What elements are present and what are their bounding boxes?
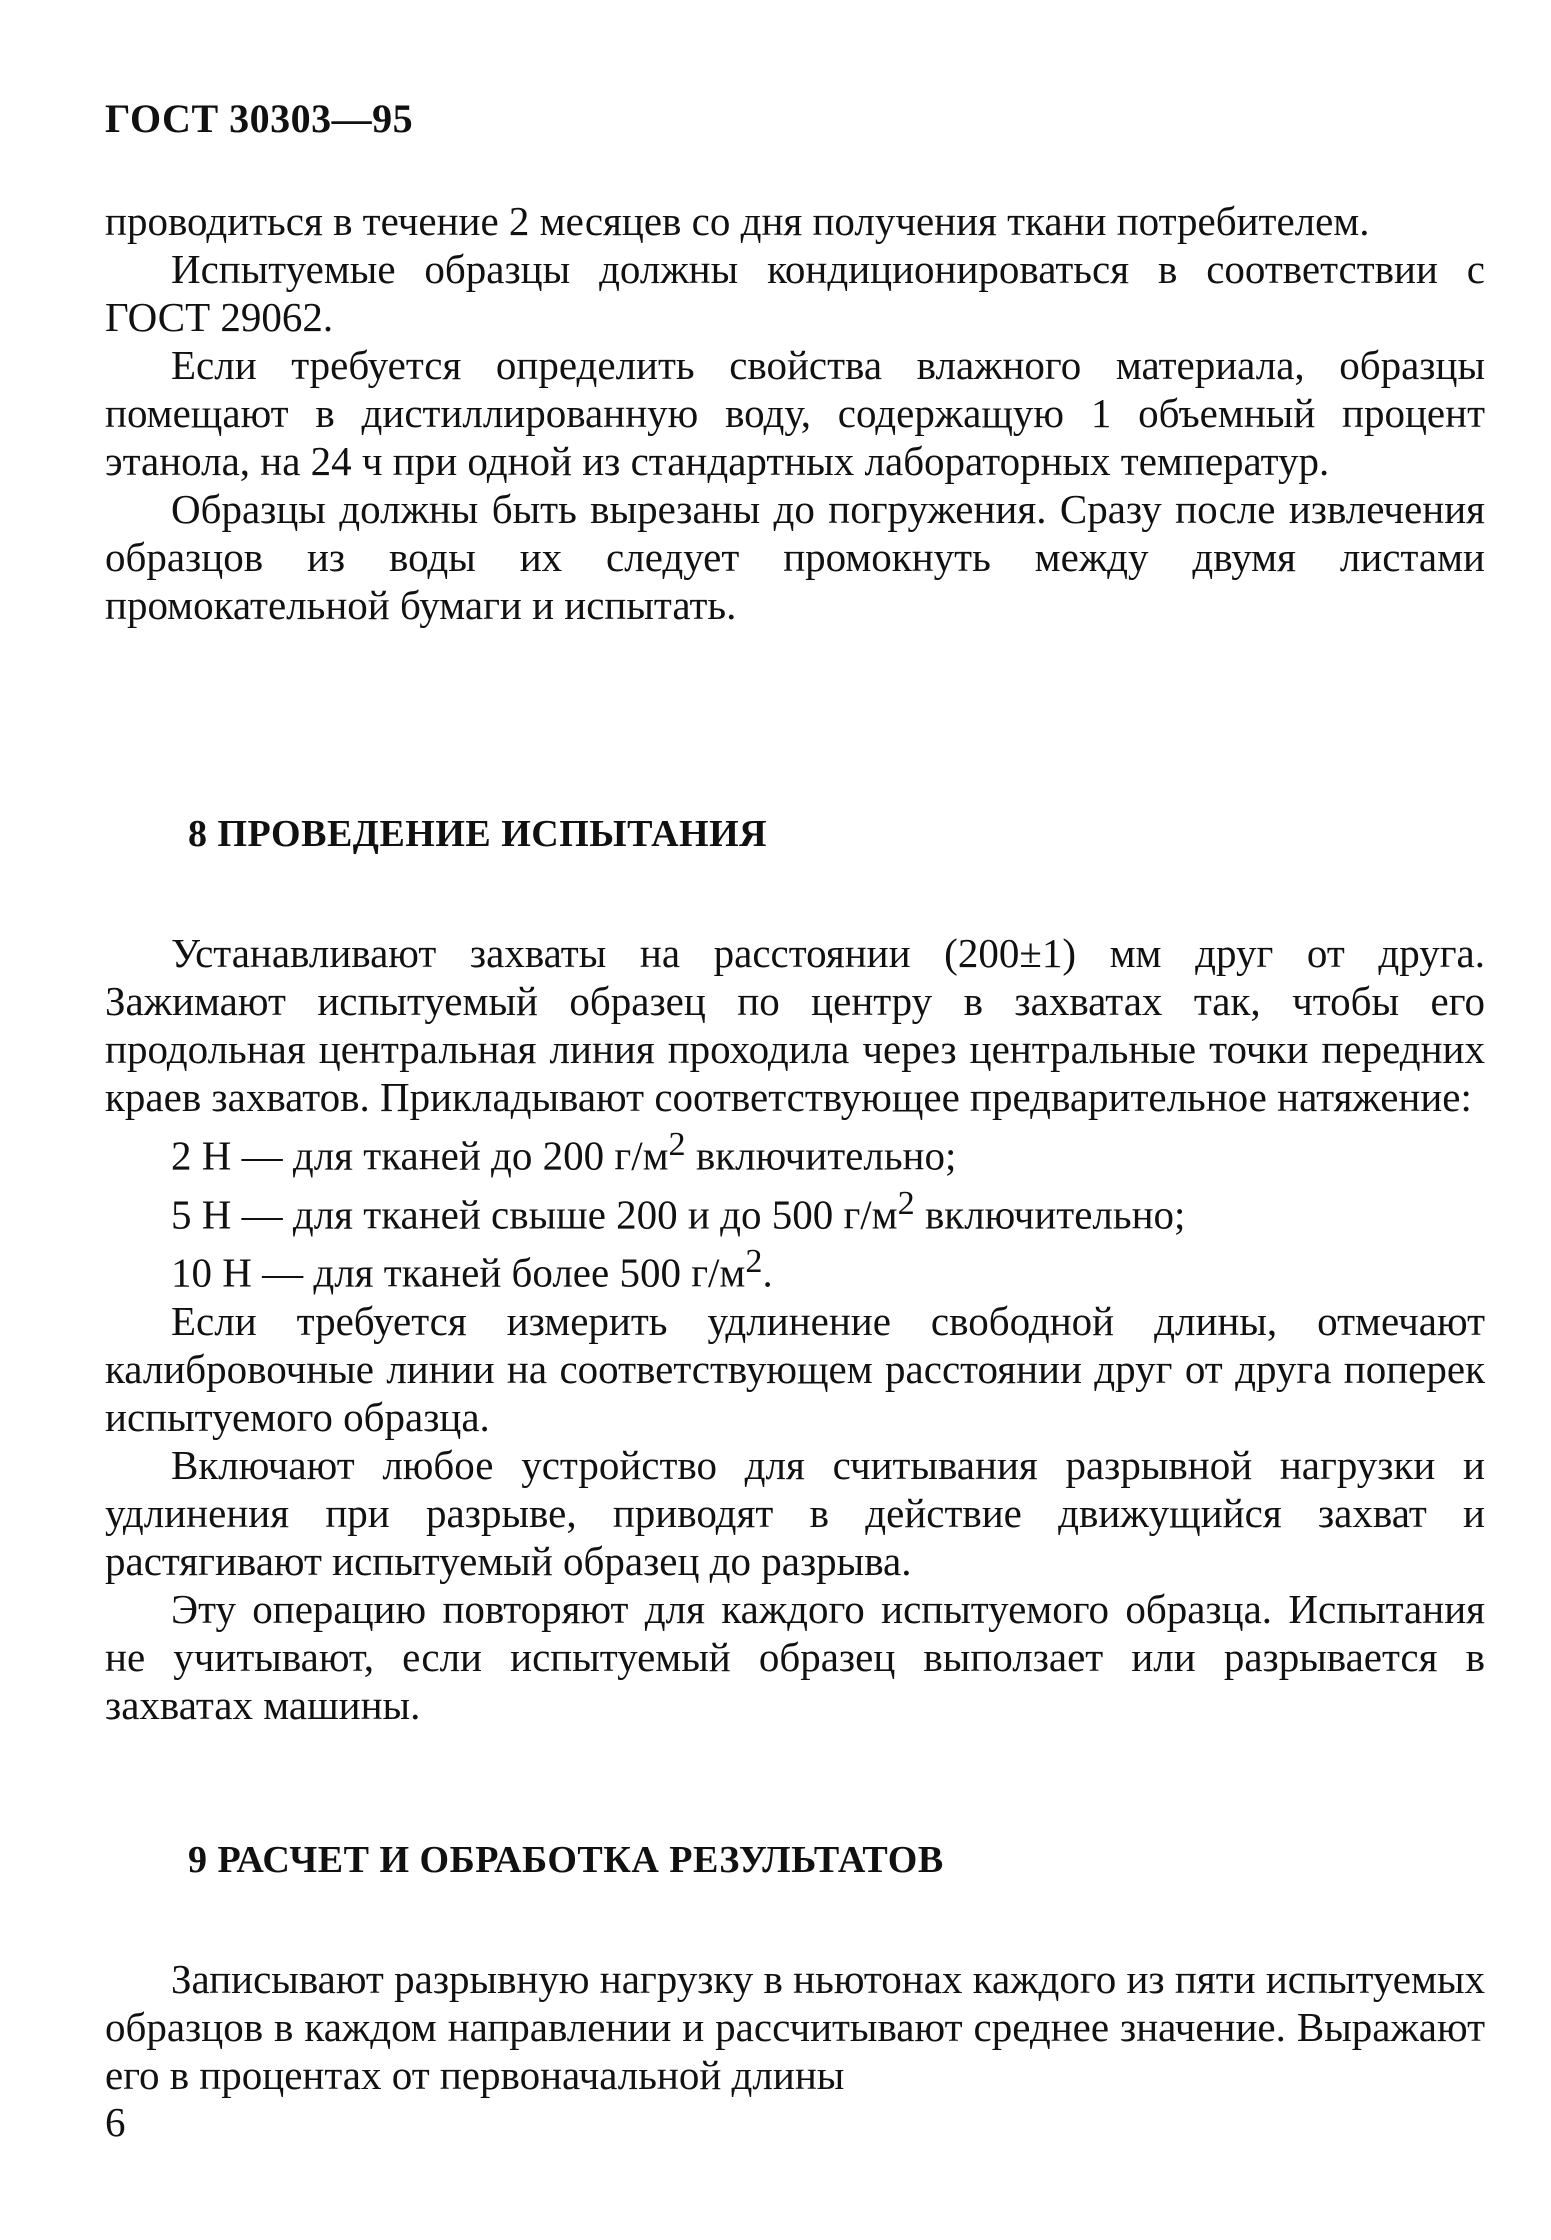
section-8-paragraph-3: Включают любое устройство для считывания разрывной нагрузки и удлинения при разрыве, приводят в действие движущийся захват и растягивают испытуемый образец до разрыва. (105, 1441, 1485, 1584)
tension-item: 5 Н — для тканей свыше 200 и до 500 $г/м^2$ включительно; (171, 1184, 1186, 1238)
section-8-body (105, 929, 1485, 1729)
section-8-heading: 8 ПРОВЕДЕНИЕ ИСПЫТАНИЯ (188, 813, 768, 855)
section-8-paragraph-2: Если требуется измерить удлинение свободной длины, отмечают калибровочные линии на соответствующем расстоянии друг от друга поперек испытуемого образца. (105, 1297, 1485, 1440)
section-9-body (105, 1955, 1485, 2099)
intro-block (105, 197, 1485, 629)
section-8-paragraph-1: Устанавливают захваты на расстоянии (200±1) мм друг от друга. Зажимают испытуемый образец по центру в захватах так, чтобы его продольная центральная линия проходила через центральные точки передних краев захватов. Прикладывают соответствующее предварительное натяжение: (105, 930, 1485, 1120)
section-9-paragraph-1: Записывают разрывную нагрузку в ньютонах каждого из пяти испытуемых образцов в каждом направлении и рассчитывают среднее значение. Выражают его в процентах от первоначальной длины (105, 1956, 1485, 2098)
intro-paragraph-3: Если требуется определить свойства влажного материала, образцы помещают в дистиллированную воду, содержащую 1 объемный процент этанола, на 24 ч при одной из стандартных лабораторных температур. (105, 342, 1485, 484)
tension-item: 2 Н — для тканей до 200 $г/м^2$ включительно; (171, 1126, 957, 1179)
page-number: 6 (105, 2099, 126, 2145)
intro-paragraph-4: Образцы должны быть вырезаны до погружения. Сразу после извлечения образцов из воды их следует промокнуть между двумя листами промокательной бумаги и испытать. (105, 486, 1485, 628)
standard-header: ГОСТ 30303—95 (105, 96, 414, 141)
intro-paragraph-2: Испытуемые образцы должны кондиционироваться в соответствии с ГОСТ 29062. (105, 246, 1485, 340)
intro-paragraph-1: проводиться в течение 2 месяцев со дня получения ткани потребителем. (105, 198, 1370, 244)
tension-item: 10 Н — для тканей более 500 $г/м^2$. (171, 1243, 773, 1296)
section-8-paragraph-4: Эту операцию повторяют для каждого испытуемого образца. Испытания не учитывают, если испытуемый образец выползает или разрывается в захватах машины. (105, 1585, 1485, 1728)
section-9-heading: 9 РАСЧЕТ И ОБРАБОТКА РЕЗУЛЬТАТОВ (188, 1839, 944, 1881)
